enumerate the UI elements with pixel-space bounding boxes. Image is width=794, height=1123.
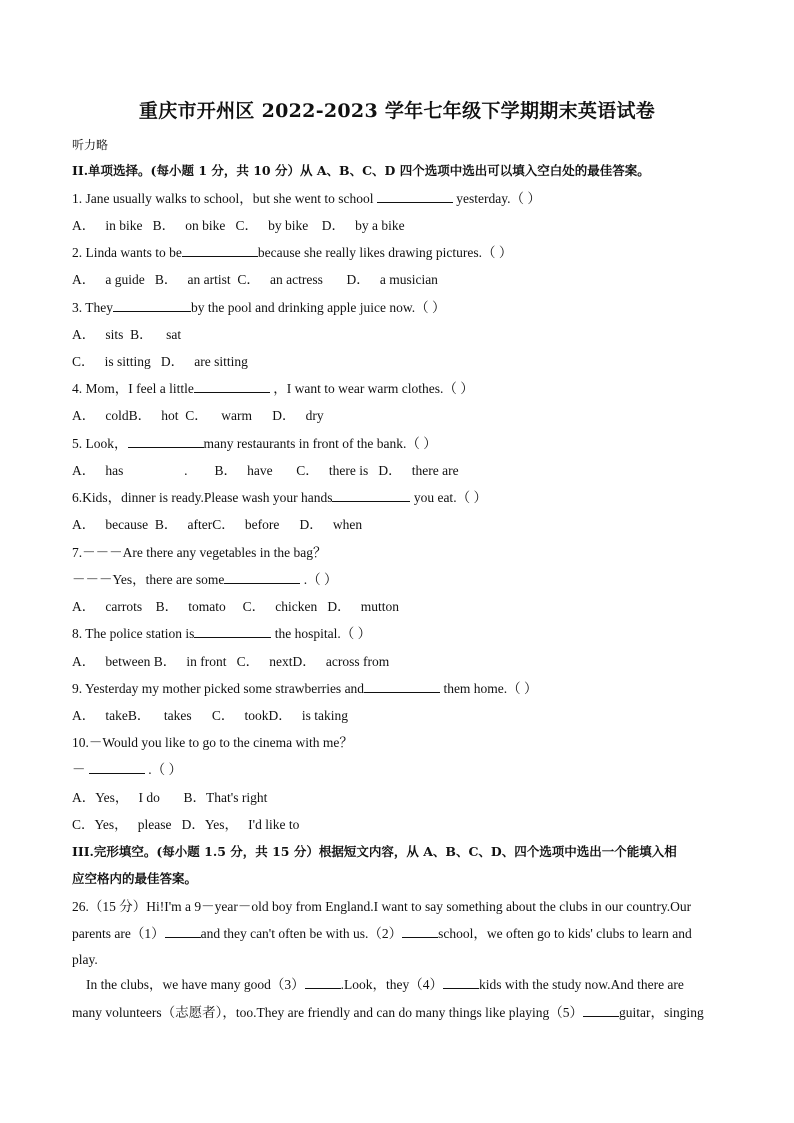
question-3-options-a: A． sits B． sat xyxy=(72,327,182,342)
passage-line-4: In the clubs，we have many good（3） .Look，they（4） kids with the study now.And there are xyxy=(86,977,684,992)
question-4: 4. Mom，I feel a little ，I want to wear warm clothes.（ ） xyxy=(72,381,474,396)
answer-blank xyxy=(113,299,191,312)
answer-blank xyxy=(583,1004,619,1017)
answer-blank xyxy=(89,761,145,774)
section-2-heading: II.单项选择。(每小题 1 分，共 10 分）从 A、B、C、D 四个选项中选出可以填入空白处的最佳答案。 xyxy=(72,163,650,178)
passage-line-1: 26.（15 分）Hi!I'm a 9－year－old boy from England.I want to say something about the clubs in our country.Our xyxy=(72,899,692,914)
answer-blank xyxy=(182,244,258,257)
question-2: 2. Linda wants to be because she really likes drawing pictures.（ ） xyxy=(72,245,513,260)
question-8: 8. The police station is the hospital.（ ） xyxy=(72,626,372,641)
question-10-options-c: C．Yes， please D．Yes， I'd like to xyxy=(72,817,300,832)
question-1-options: A． in bike B． on bike C． by bike D． by a bike xyxy=(72,218,405,233)
passage-line-3: play. xyxy=(72,952,98,967)
question-3-options-c: C． is sitting D． are sitting xyxy=(72,354,248,369)
question-9: 9. Yesterday my mother picked some strawberries and them home.（ ） xyxy=(72,681,538,696)
question-6-options: A． because B． afterC． before D． when xyxy=(72,517,363,532)
question-10-reply: － .（ ） xyxy=(72,762,182,777)
answer-blank xyxy=(194,380,270,393)
question-6: 6.Kids，dinner is ready.Please wash your hands you eat.（ ） xyxy=(72,490,487,505)
question-10: 10.－Would you like to go to the cinema with me？ xyxy=(72,735,353,750)
question-9-options: A． takeB． takes C． tookD． is taking xyxy=(72,708,348,723)
question-5: 5. Look， many restaurants in front of the bank.（ ） xyxy=(72,436,437,451)
question-8-options: A． between B． in front C． nextD． across from xyxy=(72,654,390,669)
answer-blank xyxy=(377,190,453,203)
answer-blank xyxy=(194,625,271,638)
section-3-heading-cont: 应空格内的最佳答案。 xyxy=(72,871,198,886)
answer-blank xyxy=(443,976,479,989)
question-7: 7.－－－Are there any vegetables in the bag？ xyxy=(72,545,327,560)
answer-blank xyxy=(224,571,300,584)
question-4-options: A． coldB． hot C． warm D． dry xyxy=(72,408,324,423)
question-5-options: A． has . B． have C． there is D． there are xyxy=(72,463,459,478)
section-3-heading: III.完形填空。(每小题 1.5 分，共 15 分）根据短文内容，从 A、B、C、D、四个选项中选出一个能填入相 xyxy=(72,844,677,859)
question-7-options: A． carrots B． tomato C． chicken D． mutton xyxy=(72,599,399,614)
question-3: 3. They by the pool and drinking apple juice now.（ ） xyxy=(72,300,446,315)
passage-line-2: parents are（1） and they can't often be with us.（2） school，we often go to kids' clubs to learn and xyxy=(72,926,692,941)
answer-blank xyxy=(305,976,341,989)
exam-title: 重庆市开州区 2022-2023 学年七年级下学期期末英语试卷 xyxy=(138,100,656,122)
question-10-options-a: A．Yes， I do B．That's right xyxy=(72,790,268,805)
listening-note: 听力略 xyxy=(72,138,109,152)
answer-blank xyxy=(364,680,440,693)
question-2-options: A． a guide B． an artist C． an actress D． a musician xyxy=(72,272,438,287)
answer-blank xyxy=(165,925,201,938)
answer-blank xyxy=(332,489,410,502)
question-1: 1. Jane usually walks to school，but she went to school yesterday.（ ） xyxy=(72,191,541,206)
answer-blank xyxy=(402,925,438,938)
answer-blank xyxy=(128,435,204,448)
question-7-reply: －－－Yes，there are some .（ ） xyxy=(72,572,338,587)
passage-line-5: many volunteers（志愿者），too.They are friendly and can do many things like playing（5） guitar，singing xyxy=(72,1005,704,1020)
